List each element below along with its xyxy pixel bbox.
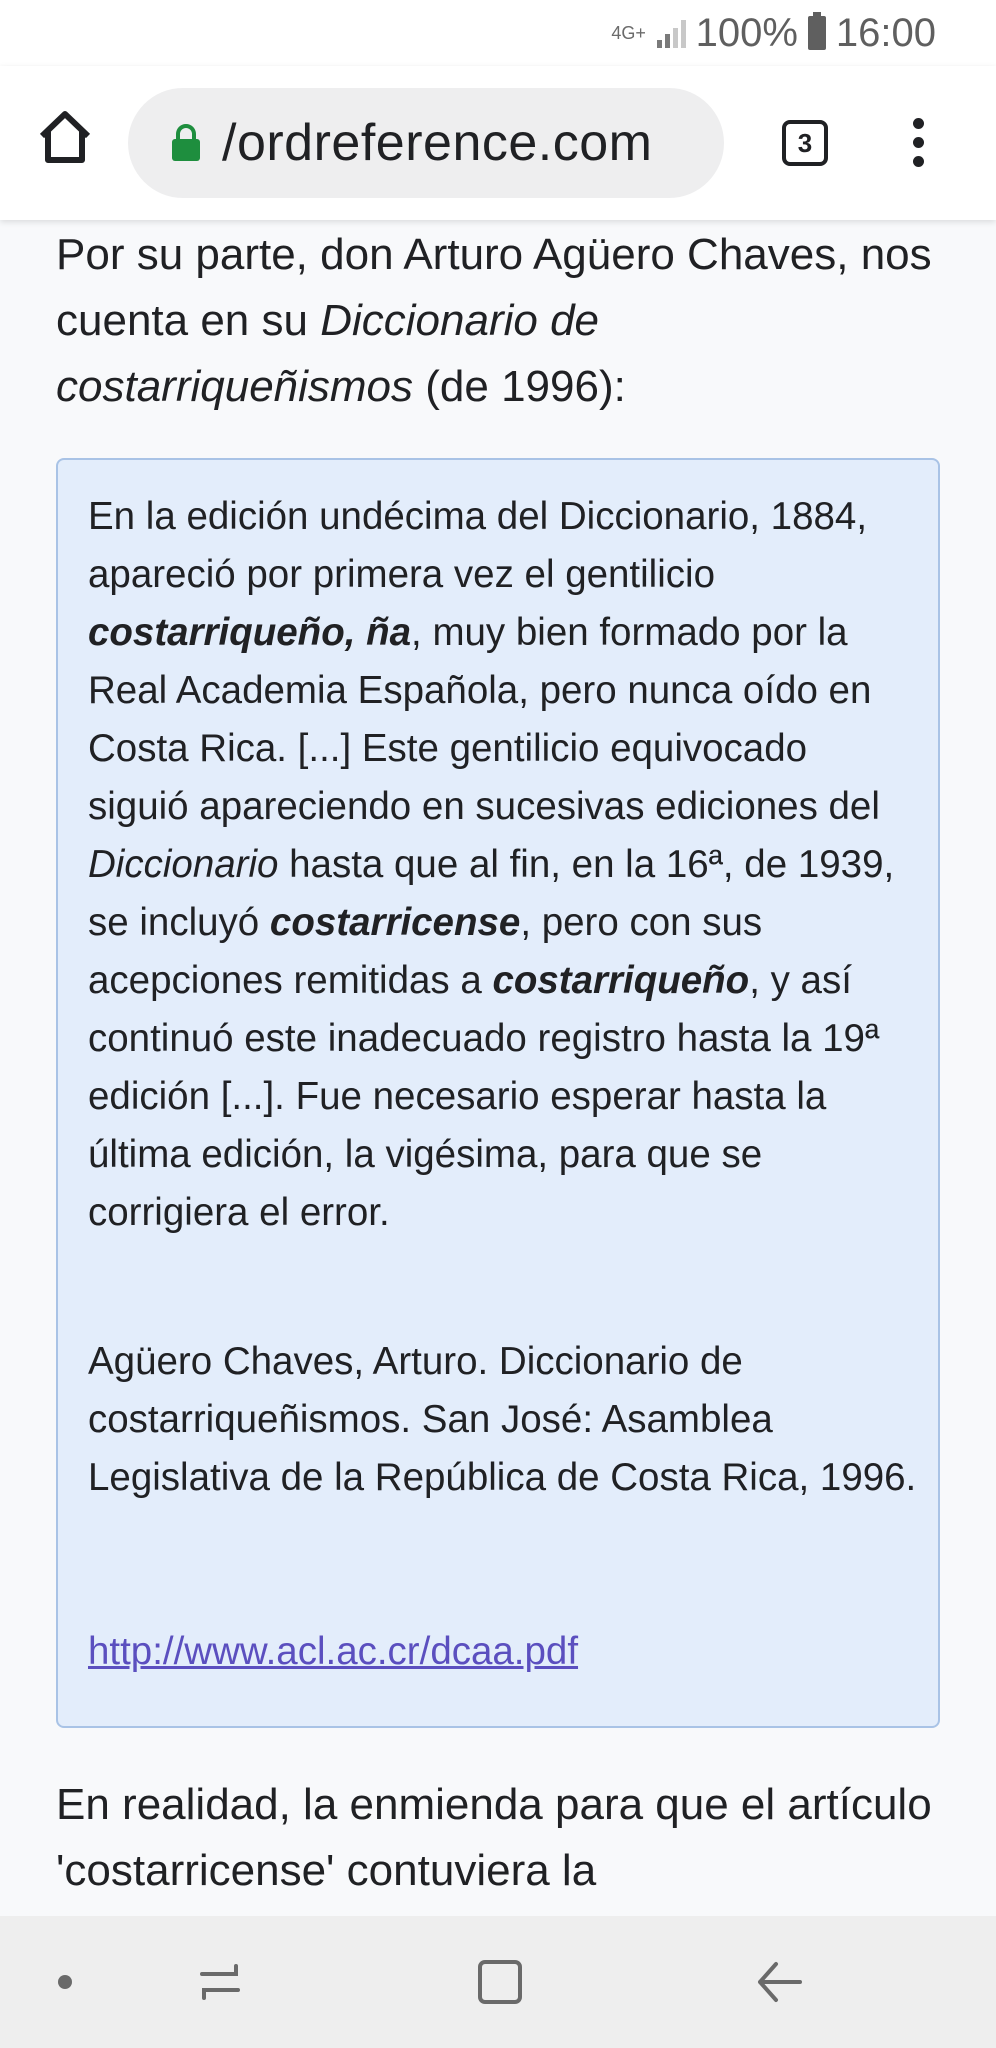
home-square-icon	[470, 1952, 530, 2012]
clock: 16:00	[835, 10, 936, 55]
network-type: 4G+	[611, 23, 646, 43]
book-title: Diccionario de costarriqueñismos	[56, 296, 600, 411]
term-costarricense: costarricense	[269, 901, 521, 944]
home-nav-button[interactable]	[460, 1916, 540, 2048]
tabs-icon[interactable]	[782, 120, 828, 166]
back-icon	[750, 1952, 810, 2012]
more-vert-icon[interactable]	[906, 118, 930, 170]
quote-box	[56, 458, 940, 1728]
home-button[interactable]	[30, 102, 100, 172]
intro-paragraph: Por su parte, don Arturo Agüero Chaves, nos cuenta en su Diccionario de costarriqueñismos (de 1996):	[56, 230, 932, 411]
nav-dot-icon	[58, 1975, 72, 1989]
url-text: /ordreference.com	[222, 114, 653, 172]
tab-count: 3	[797, 127, 813, 158]
term-costarriqueno: costarriqueño	[492, 959, 750, 1002]
quote-text: En la edición undécima del Diccionario, 1884, apareció por primera vez el gentilicio costarriqueño, ña, muy bien formado por la Real Academia Española, pero nunca oído en Costa Rica. [...] Este gentilicio equivocado siguió apareciendo en sucesivas ediciones del Diccionario hasta que al fin, en la 16ª, de 1939, se incluyó costarricense, pero con sus acepciones remitidas a costarriqueño, y así continuó este inadecuado registro hasta la 19ª edición [...]. Fue necesario esperar hasta la última edición, la vigésima, para que se corrigiera el error.	[88, 495, 895, 1234]
page-content[interactable]	[0, 220, 996, 1916]
battery-icon	[808, 16, 826, 50]
citation: Agüero Chaves, Arturo. Diccionario de costarriqueñismos. San José: Asamblea Legislativa de la República de Costa Rica, 1996.	[88, 1340, 917, 1499]
home-icon	[30, 102, 100, 172]
lock-icon	[170, 123, 202, 163]
status-bar	[0, 0, 996, 66]
signal-icon	[657, 18, 686, 48]
navigation-bar	[0, 1916, 996, 2048]
battery-percent: 100%	[695, 10, 798, 55]
browser-toolbar	[0, 66, 996, 220]
recents-icon	[190, 1952, 250, 2012]
recents-button[interactable]	[180, 1916, 260, 2048]
status-icons	[611, 8, 936, 58]
nav-dot-button[interactable]	[40, 1916, 90, 2048]
outro-paragraph: En realidad, la enmienda para que el artículo 'costarricense' contuviera la	[56, 1780, 932, 1895]
back-button[interactable]	[740, 1916, 820, 2048]
source-link[interactable]: http://www.acl.ac.cr/dcaa.pdf	[88, 1630, 579, 1673]
term-diccionario: Diccionario	[88, 843, 279, 886]
address-bar[interactable]	[128, 88, 724, 198]
term-costarriqueno-na: costarriqueño, ña	[88, 611, 412, 654]
